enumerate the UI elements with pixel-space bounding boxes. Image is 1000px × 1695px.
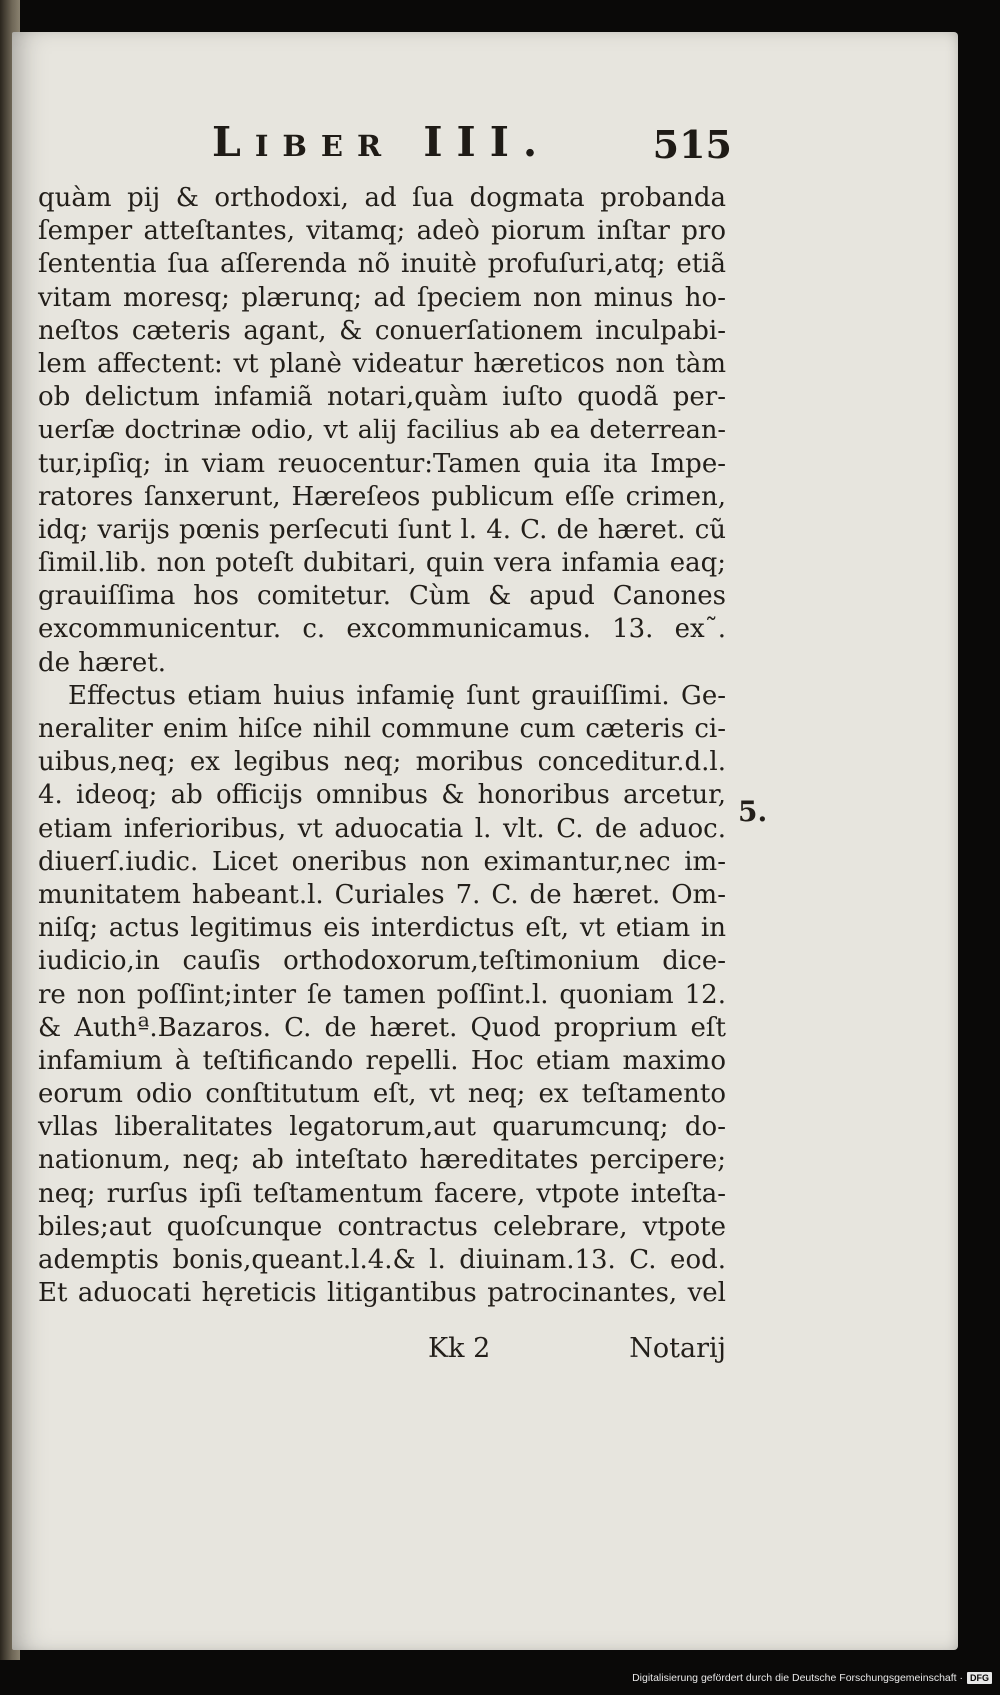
text-line: Et aduocati hęreticis litigantibus patrocinantes, vel [38, 1278, 726, 1309]
text-line: diuerſ.iudic. Licet oneribus non eximantur,nec im- [38, 846, 726, 877]
digitization-credit [632, 1672, 992, 1684]
margin-note: 5. [738, 795, 768, 828]
page-number: 515 [652, 122, 732, 167]
text-line: vitam moresq; plærunq; ad ſpeciem non minus ho- [38, 282, 726, 313]
page-footer [428, 1333, 726, 1369]
text-line: ſemper atteſtantes, vitamq; adeò piorum inſtar pro [38, 216, 726, 247]
text-line: munitatem habeant.l. Curiales 7. C. de hæret. Om- [38, 879, 726, 910]
signature-mark: Kk 2 [428, 1333, 491, 1364]
text-line: ſimil.lib. non poteſt dubitari, quin vera infamia eaq; [38, 548, 726, 579]
running-title: Liber III. [212, 118, 552, 166]
text-line: 4. ideoq; ab officijs omnibus & honoribus arcetur, [38, 780, 726, 811]
page-header [212, 118, 732, 174]
text-line: ademptis bonis,queant.l.4.& l. diuinam.13. C. eod. [38, 1245, 726, 1275]
text-line: nationum, neq; ab inteſtato hæreditates percipere; [38, 1145, 726, 1176]
text-line: lem affectent: vt planè videatur hæreticos non tàm [38, 348, 726, 379]
text-line: quàm pij & orthodoxi, ad ſua dogmata probanda [38, 183, 726, 213]
text-line: biles;aut quoſcunque contractus celebrare, vtpote [38, 1211, 726, 1242]
text-line: vllas liberalitates legatorum,aut quarumcunq; do- [38, 1112, 726, 1143]
text-line: etiam inferioribus, vt aduocatia l. vlt. C. de aduoc. [38, 813, 726, 844]
body-text [38, 182, 726, 1310]
text-line: uibus,neq; ex legibus neq; moribus conceditur.d.l. [38, 747, 726, 778]
text-line: & Authª.Bazaros. C. de hæret. Quod proprium eſt [38, 1012, 726, 1043]
catchword: Notarij [629, 1333, 726, 1364]
text-line: neſtos cæteris agant, & conuerſationem inculpabi- [38, 315, 726, 346]
text-line: idq; varijs pœnis perſecuti ſunt l. 4. C. de hæret. cũ [38, 514, 726, 545]
text-line: tur,ipſiq; in viam reuocentur:Tamen quia ita Impe- [38, 448, 726, 479]
text-line: ob delictum infamiã notari,quàm iuſto quodã per- [38, 382, 726, 413]
text-line: excommunicentur. c. excommunicamus. 13. ex˜. [38, 614, 726, 645]
text-line: iudicio,in cauſis orthodoxorum,teſtimonium dice- [38, 946, 726, 977]
text-line: neraliter enim hiſce nihil commune cum cæteris ci- [38, 714, 726, 744]
text-line: re non poſſint;inter ſe tamen poſſint.l. quoniam 12. [38, 979, 726, 1010]
text-line: infamium à teſtificando repelli. Hoc etiam maximo [38, 1045, 726, 1076]
text-line: de hæret. [38, 647, 167, 678]
text-line: ratores ſanxerunt, Hæreſeos publicum eſſe crimen, [38, 481, 726, 512]
text-line: eorum odio conſtitutum eſt, vt neq; ex teſtamento [38, 1079, 726, 1110]
text-line: niſq; actus legitimus eis interdictus eſt, vt etiam in [38, 913, 726, 944]
dfg-logo-icon: DFG [967, 1672, 992, 1684]
text-line: grauiſſima hos comitetur. Cùm & apud Canones [38, 581, 726, 612]
text-line: ſententia ſua aſſerenda nõ inuitè profuſuri,atq; etiã [38, 249, 726, 280]
text-line: neq; rurſus ipſi teſtamentum facere, vtpote inteſta- [38, 1178, 726, 1209]
text-line: uerſæ doctrinæ odio, vt alij facilius ab ea deterrean- [38, 415, 726, 446]
text-line: Effectus etiam huius infamię ſunt grauiſſimi. Ge- [68, 680, 726, 711]
credit-text: Digitalisierung gefördert durch die Deutsche Forschungsgemeinschaft · [632, 1672, 963, 1684]
